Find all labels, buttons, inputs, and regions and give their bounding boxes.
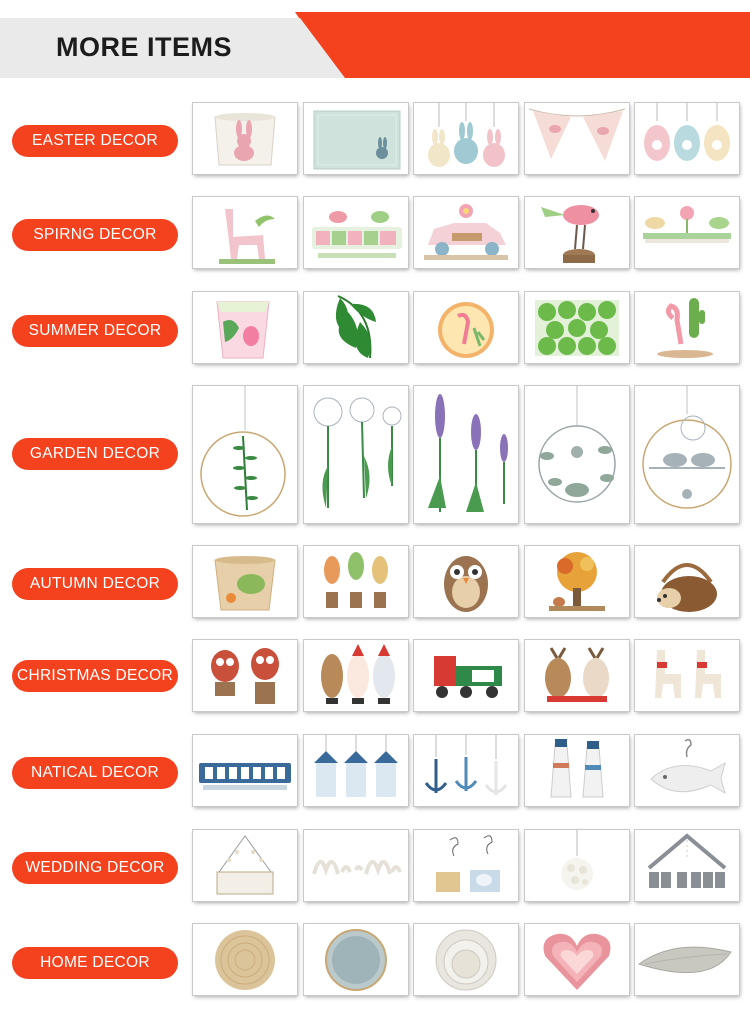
seaside-sign-icon [193, 735, 297, 806]
product-thumbnail[interactable] [414, 640, 518, 711]
spring-sign-birds-icon [304, 197, 408, 268]
product-thumbnail[interactable] [525, 103, 629, 174]
wreath-leaf-hanger-icon [193, 386, 297, 523]
product-thumbnail[interactable] [304, 546, 408, 617]
round-woven-mat-icon [193, 924, 297, 995]
product-thumbnail[interactable] [635, 197, 739, 268]
lavender-stakes-icon [414, 386, 518, 523]
product-thumbnail[interactable] [193, 830, 297, 901]
mr-mr-script-icon [304, 830, 408, 901]
product-thumbnail[interactable] [525, 292, 629, 363]
page-title: MORE ITEMS [56, 32, 233, 62]
easter-bunting-icon [525, 103, 629, 174]
product-thumbnail[interactable] [414, 830, 518, 901]
mr-mrs-house-sign-icon [635, 830, 739, 901]
llama-standing-icon [193, 197, 297, 268]
product-thumbnail[interactable] [193, 197, 297, 268]
pink-heart-bowls-icon [525, 924, 629, 995]
reindeer-santa-figures-icon [304, 640, 408, 711]
whale-photo-holder-icon [635, 735, 739, 806]
category-button-autumn[interactable]: AUTUMN DECOR [12, 568, 178, 600]
product-thumbnail[interactable] [304, 830, 408, 901]
category-button-christmas[interactable]: CHRISTMAS DECOR [12, 660, 178, 692]
product-thumbnail[interactable] [635, 386, 739, 523]
product-thumbnail[interactable] [193, 735, 297, 806]
product-thumbnail[interactable] [635, 292, 739, 363]
product-thumbnail[interactable] [414, 924, 518, 995]
category-button-summer[interactable]: SUMMER DECOR [12, 315, 178, 347]
product-thumbnail[interactable] [414, 546, 518, 617]
product-thumbnail[interactable] [525, 386, 629, 523]
category-button-home[interactable]: HOME DECOR [12, 947, 178, 979]
product-thumbnail[interactable] [304, 103, 408, 174]
product-thumbnail[interactable] [193, 292, 297, 363]
flamingo-light-ornament-icon [414, 292, 518, 363]
hedgehog-basket-icon [635, 546, 739, 617]
owl-figure-icon [414, 546, 518, 617]
bird-on-stump-icon [525, 197, 629, 268]
nested-white-plates-icon [414, 924, 518, 995]
owls-on-stumps-icon [193, 640, 297, 711]
easter-placemat-bunny-icon [304, 103, 408, 174]
wreath-birds-dandelion-icon [635, 386, 739, 523]
product-thumbnail[interactable] [304, 640, 408, 711]
alpaca-pair-icon [635, 640, 739, 711]
product-thumbnail[interactable] [414, 735, 518, 806]
wreath-flower-bird-icon [525, 386, 629, 523]
leaf-shaped-tray-icon [635, 924, 739, 995]
product-thumbnail[interactable] [304, 197, 408, 268]
product-thumbnail[interactable] [193, 386, 297, 523]
lighthouses-icon [525, 735, 629, 806]
number-card-holders-icon [414, 830, 518, 901]
product-thumbnail[interactable] [304, 386, 408, 523]
just-married-sign-icon [193, 830, 297, 901]
dandelion-stakes-icon [304, 386, 408, 523]
santa-train-icon [414, 640, 518, 711]
product-thumbnail[interactable] [635, 735, 739, 806]
product-thumbnail[interactable] [525, 640, 629, 711]
blue-ceramic-plate-icon [304, 924, 408, 995]
category-button-garden[interactable]: GARDEN DECOR [12, 438, 178, 470]
product-thumbnail[interactable] [414, 292, 518, 363]
product-thumbnail[interactable] [193, 103, 297, 174]
product-thumbnail[interactable] [525, 830, 629, 901]
flower-ball-icon [525, 830, 629, 901]
spring-car-flower-icon [414, 197, 518, 268]
palm-leaf-icon [304, 292, 408, 363]
easter-eggs-hanging-icon [635, 103, 739, 174]
flamingo-storage-box-icon [193, 292, 297, 363]
leaf-placemat-icon [525, 292, 629, 363]
category-button-spring[interactable]: SPIRNG DECOR [12, 219, 178, 251]
product-thumbnail[interactable] [635, 103, 739, 174]
reindeer-pair-icon [525, 640, 629, 711]
product-thumbnail[interactable] [414, 386, 518, 523]
header-red-band [295, 12, 750, 78]
category-button-wedding[interactable]: WEDDING DECOR [12, 852, 178, 884]
category-button-nautical[interactable]: NATICAL DECOR [12, 757, 178, 789]
product-thumbnail[interactable] [304, 924, 408, 995]
easter-pot-bunny-icon [193, 103, 297, 174]
product-thumbnail[interactable] [635, 830, 739, 901]
product-thumbnail[interactable] [525, 924, 629, 995]
product-thumbnail[interactable] [193, 640, 297, 711]
anchors-hanging-icon [414, 735, 518, 806]
birds-flower-shelf-icon [635, 197, 739, 268]
category-button-easter[interactable]: EASTER DECOR [12, 125, 178, 157]
hedgehog-pot-icon [193, 546, 297, 617]
product-thumbnail[interactable] [635, 640, 739, 711]
beach-huts-hanging-icon [304, 735, 408, 806]
leaf-photo-holders-icon [304, 546, 408, 617]
product-thumbnail[interactable] [635, 546, 739, 617]
product-thumbnail[interactable] [193, 924, 297, 995]
product-thumbnail[interactable] [414, 197, 518, 268]
easter-hanging-bunnies-icon [414, 103, 518, 174]
product-thumbnail[interactable] [635, 924, 739, 995]
product-thumbnail[interactable] [525, 735, 629, 806]
product-thumbnail[interactable] [525, 546, 629, 617]
autumn-tree-icon [525, 546, 629, 617]
product-thumbnail[interactable] [304, 735, 408, 806]
product-thumbnail[interactable] [414, 103, 518, 174]
product-thumbnail[interactable] [304, 292, 408, 363]
product-thumbnail[interactable] [193, 546, 297, 617]
flamingo-cactus-stand-icon [635, 292, 739, 363]
product-thumbnail[interactable] [525, 197, 629, 268]
